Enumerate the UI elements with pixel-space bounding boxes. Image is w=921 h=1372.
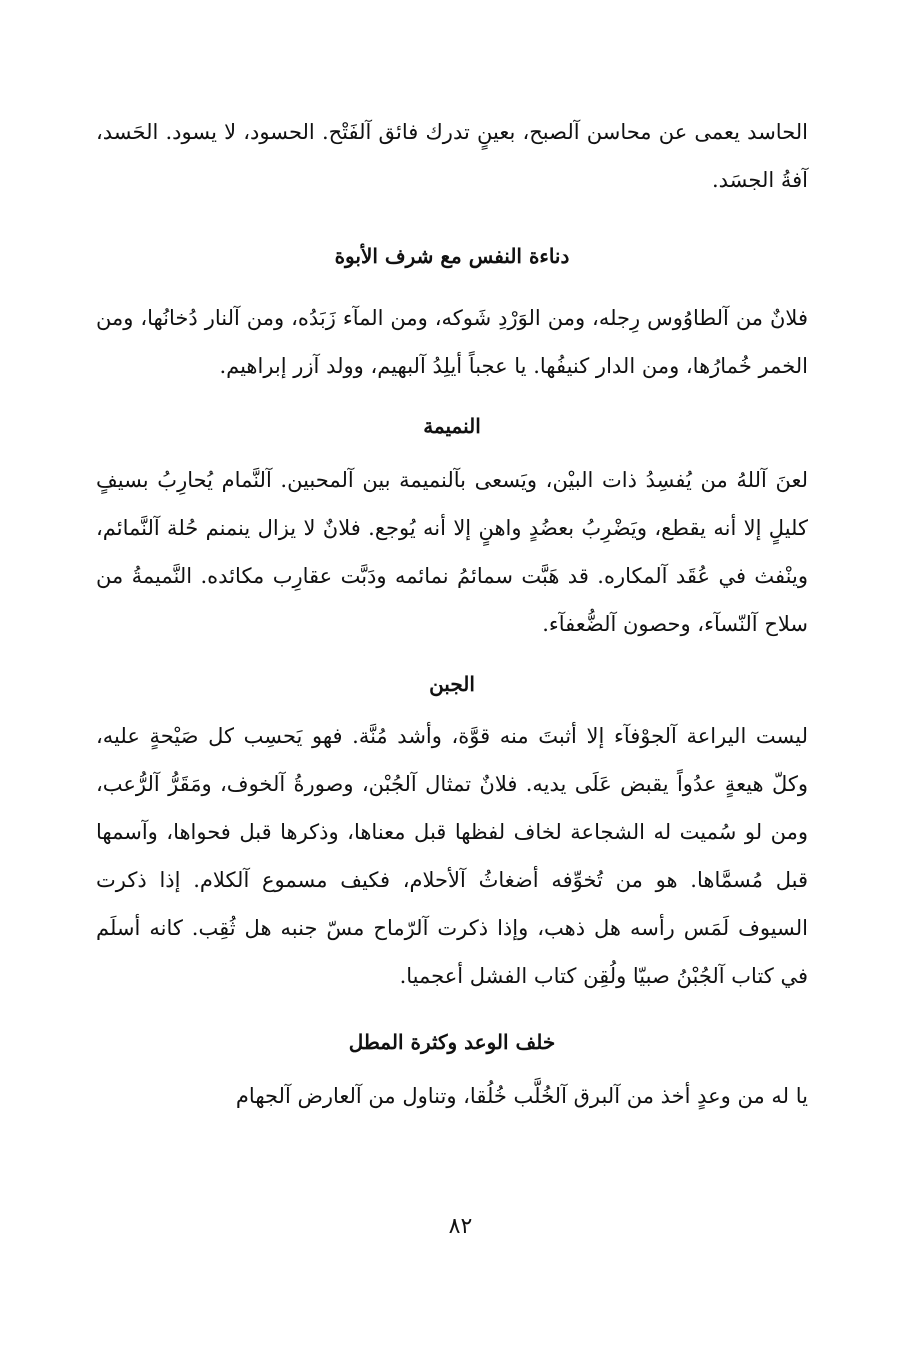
section-text-cowardice: ليست اليراعة آلجوْفآء إلا أثبتَ منه قوَّة، وأشد مُنَّة. فهو يَحسِب كل صَيْحةٍ عليه، وكلّ هيعةٍ عدُواً يقبض عَلَى يديه. فلانٌ تمثال آلجُبْن، وصورةُ آلخوف، ومَقَرُّ آلرُّعب، ومن لو سُميت له الشجاعة لخاف لفظها قبل معناها، وذكرها قبل فحواها، وآسمها قبل مُسمَّاها. هو من تُخوِّفه أضغاثُ آلأحلام، فكيف مسموع آلكلام. إذا ذكرت السيوف لَمَس رأسه هل ذهب، وإذا ذكرت آلرّماح مسّ جنبه هل ثُقِب. كانه أسلَم في كتاب آلجُبْنُ صبيّا ولُقِن كتاب الفشل أعجميا.	[96, 724, 808, 988]
section-heading-gossip: النميمة	[423, 414, 481, 438]
section-heading-meanness: دناءة النفس مع شرف الأبوة	[334, 244, 570, 268]
intro-paragraph: الحاسد يعمى عن محاسن آلصبح، بعينٍ تدرك فائق آلفَتْح. الحسود، لا يسود. الحَسد، آفةُ الجسَد.	[96, 120, 808, 192]
section-text-gossip: لعنَ آللهُ من يُفسِدُ ذات البيْن، ويَسعى بآلنميمة بين آلمحبين. آلنَّمام يُحارِبُ بسيفٍ كليلٍ إلا أنه يقطع، ويَضْرِبُ بعضُدٍ واهنٍ إلا أنه يُوجع. فلانٌ لا يزال ينمنم حُلة آلنَّمائم، وينْفث في عُقَد آلمكاره. قد هَبَّت سمائمُ نمائمه ودَبَّت عقارِب مكائده. النَّميمةُ من سلاح آلنّسآء، وحصون آلضُّعفآء.	[96, 468, 808, 636]
section-heading-cowardice: الجبن	[429, 672, 475, 696]
book-page	[96, 108, 808, 1120]
section-text-meanness: فلانٌ من آلطاوُوس رِجله، ومن الوَرْدِ شَوكه، ومن المآء زَبَدُه، ومن آلنار دُخانُها، ومن الخمر خُمارُها، ومن الدار كنيفُها. يا عجباً أيلِدُ آلبهيم، وولد آزر إبراهيم.	[96, 306, 808, 378]
section-text-broken-promise: يا له من وعدٍ أخذ من آلبرق آلخُلَّب خُلُقا، وتناول من آلعارض آلجهام	[235, 1084, 808, 1108]
section-heading-broken-promise: خلف الوعد وكثرة المطل	[348, 1030, 556, 1054]
page-number: ٨٢	[448, 1214, 473, 1239]
